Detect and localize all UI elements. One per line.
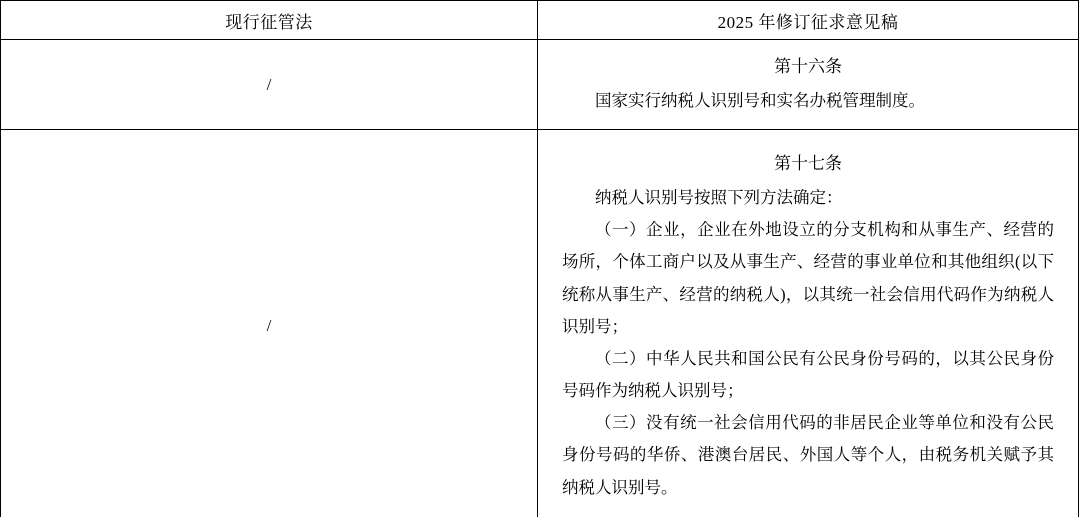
table-header-row xyxy=(1,1,1079,40)
article-item: （二）中华人民共和国公民有公民身份号码的，以其公民身份号码作为纳税人识别号； xyxy=(562,348,1054,401)
article-item: （一）企业，企业在外地设立的分支机构和从事生产、经营的场所，个体工商户以及从事生产、经营的事业单位和其他组织(以下统称从事生产、经营的纳税人)，以其统一社会信用代码作为纳税人识别号； xyxy=(562,220,1054,336)
article-title: 第十七条 xyxy=(774,153,842,173)
draft-article-cell xyxy=(538,40,1079,130)
article-block xyxy=(538,40,1078,129)
article-lead: 国家实行纳税人识别号和实名办税管理制度。 xyxy=(595,91,925,111)
article-lead: 纳税人识别号按照下列方法确定： xyxy=(595,188,843,208)
current-law-placeholder: / xyxy=(1,40,538,130)
draft-article-cell xyxy=(538,130,1079,517)
table-row xyxy=(1,40,1079,130)
table-row xyxy=(1,130,1079,517)
article-block xyxy=(538,137,1078,516)
article-item: （三）没有统一社会信用代码的非居民企业等单位和没有公民身份号码的华侨、港澳台居民、外国人等个人，由税务机关赋予其纳税人识别号。 xyxy=(562,413,1054,497)
article-title: 第十六条 xyxy=(774,57,842,76)
column-header-current-law: 现行征管法 xyxy=(1,1,538,40)
current-law-placeholder: / xyxy=(1,130,538,517)
column-header-draft-amendment: 2025 年修订征求意见稿 xyxy=(538,1,1079,40)
